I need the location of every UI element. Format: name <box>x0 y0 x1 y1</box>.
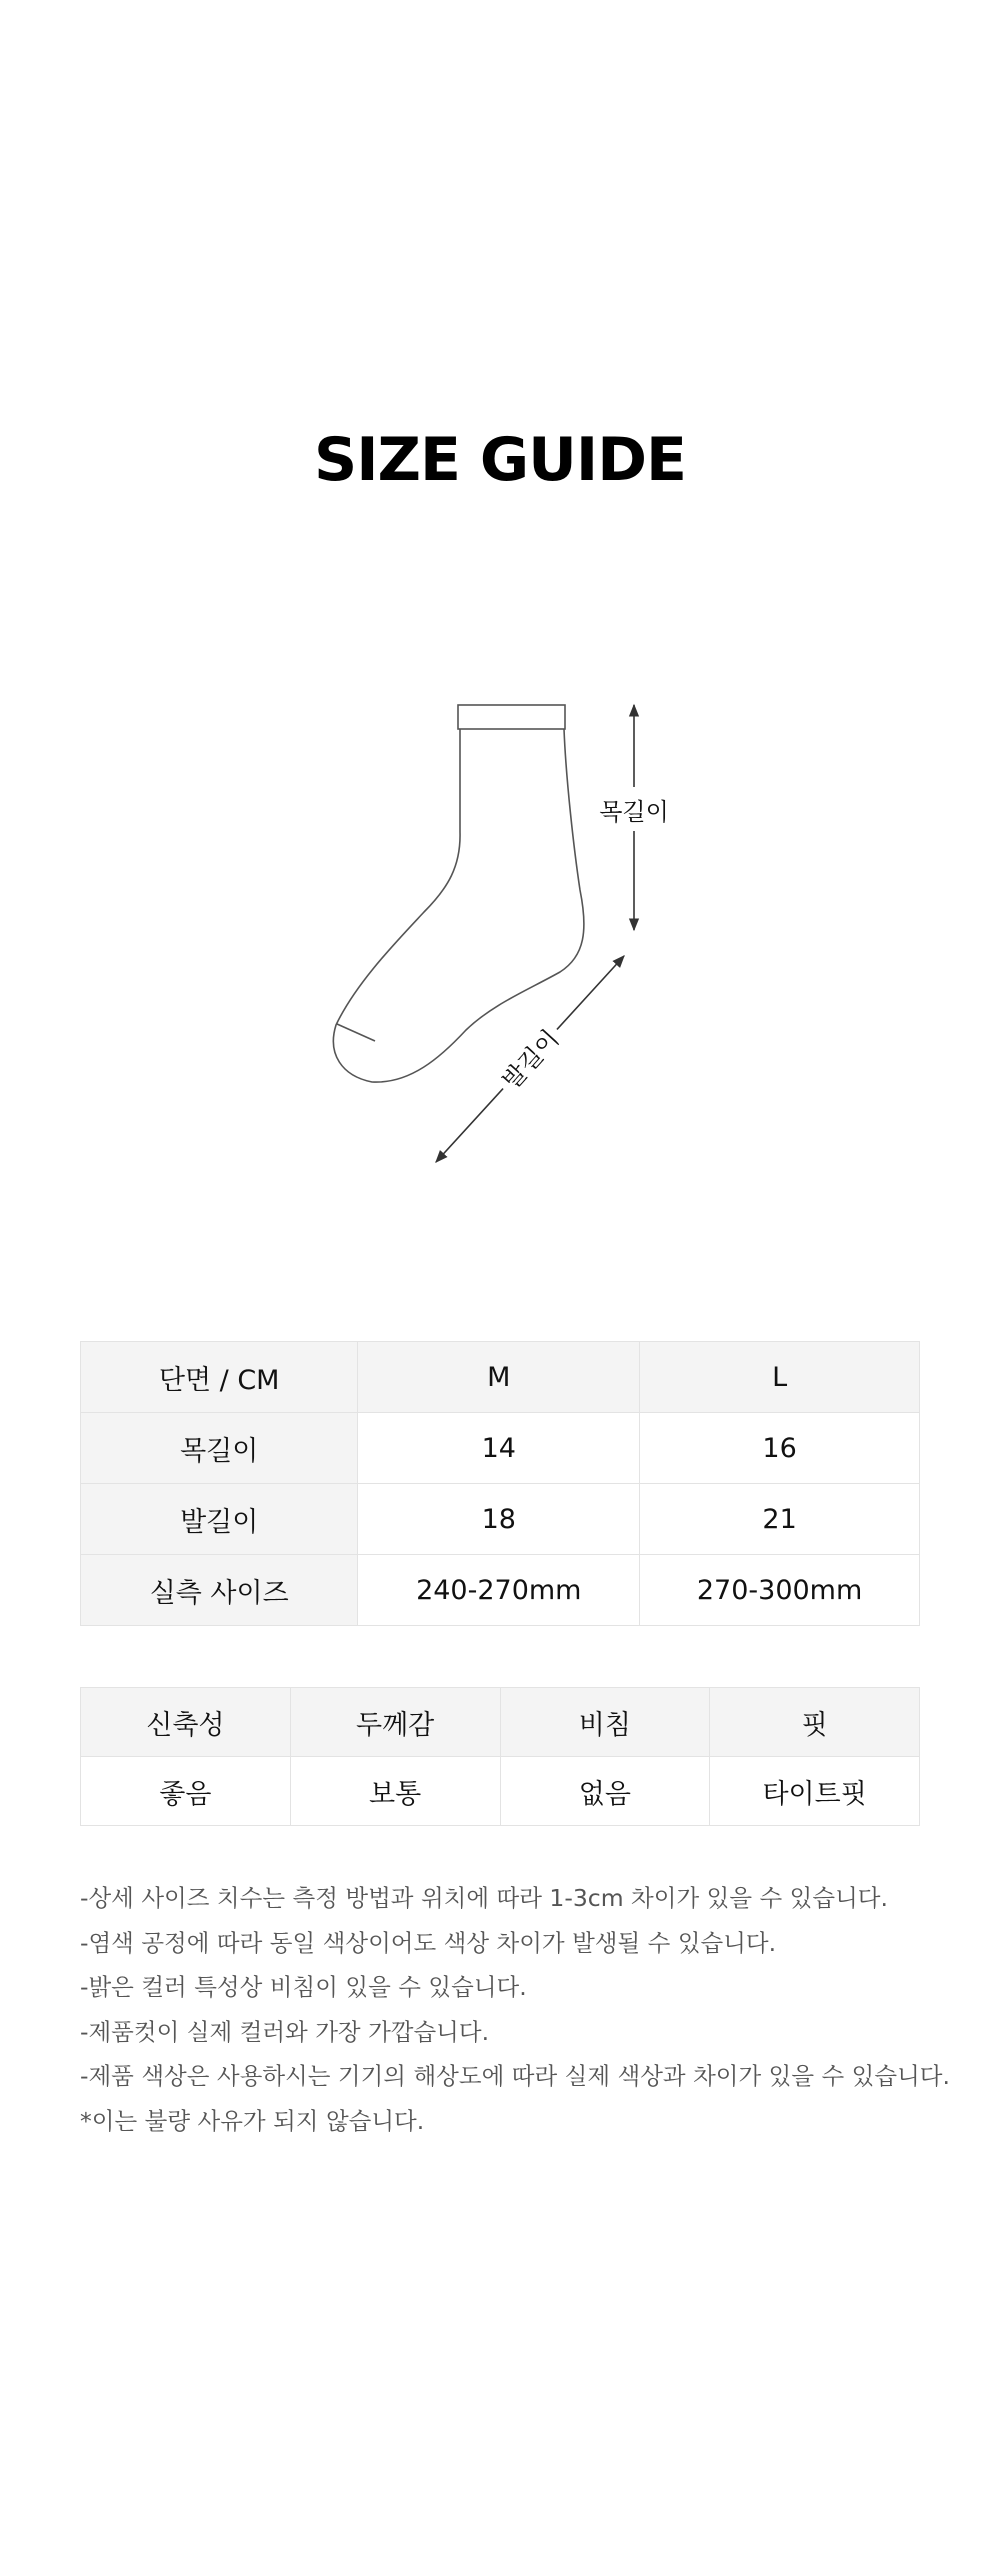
table-header-cell: M <box>358 1342 640 1413</box>
table-cell: 14 <box>358 1413 640 1484</box>
table-header-cell: 비침 <box>500 1688 710 1757</box>
sock-diagram <box>0 680 1000 1200</box>
table-header-cell: 신축성 <box>81 1688 291 1757</box>
table-cell: 270-300mm <box>640 1555 920 1626</box>
neck-length-label: 목길이 <box>599 798 669 826</box>
row-label-cell: 발길이 <box>81 1484 358 1555</box>
page-title: SIZE GUIDE <box>313 425 686 495</box>
sock-illustration <box>0 680 1000 1200</box>
table-cell: 보통 <box>290 1757 500 1826</box>
table-row <box>81 1484 920 1555</box>
size-table <box>80 1341 920 1626</box>
table-cell: 좋음 <box>81 1757 291 1826</box>
table-row <box>81 1413 920 1484</box>
note-item: -제품 색상은 사용하시는 기기의 해상도에 따라 실제 색상과 차이가 있을 수 있습니다. <box>80 2062 950 2090</box>
note-item: -밝은 컬러 특성상 비침이 있을 수 있습니다. <box>80 1973 527 2001</box>
note-item: -상세 사이즈 치수는 측정 방법과 위치에 따라 1-3cm 차이가 있을 수 있습니다. <box>80 1884 888 1912</box>
table-row <box>81 1555 920 1626</box>
row-label-cell: 목길이 <box>81 1413 358 1484</box>
note-item: -염색 공정에 따라 동일 색상이어도 색상 차이가 발생될 수 있습니다. <box>80 1928 777 1957</box>
table-cell: 16 <box>640 1413 920 1484</box>
row-label-cell: 실측 사이즈 <box>81 1555 358 1626</box>
sock-toe-seam <box>337 1024 375 1041</box>
table-header-cell: 핏 <box>710 1688 920 1757</box>
table-cell: 타이트핏 <box>710 1757 920 1826</box>
notes-list <box>80 1876 980 2143</box>
sock-cuff <box>458 705 565 729</box>
feature-table <box>80 1687 920 1826</box>
table-header-cell: L <box>640 1342 920 1413</box>
table-cell: 18 <box>358 1484 640 1555</box>
table-row <box>81 1757 920 1826</box>
table-header-cell: 단면 / CM <box>81 1342 358 1413</box>
foot-length-label: 발길이 <box>496 1024 565 1095</box>
note-item: -제품컷이 실제 컬러와 가장 가깝습니다. <box>80 2017 490 2046</box>
table-cell: 240-270mm <box>358 1555 640 1626</box>
table-cell: 없음 <box>500 1757 710 1826</box>
table-cell: 21 <box>640 1484 920 1555</box>
table-header-row <box>81 1342 920 1413</box>
table-header-cell: 두께감 <box>290 1688 500 1757</box>
note-item: *이는 불량 사유가 되지 않습니다. <box>80 2106 425 2135</box>
table-header-row <box>81 1688 920 1757</box>
